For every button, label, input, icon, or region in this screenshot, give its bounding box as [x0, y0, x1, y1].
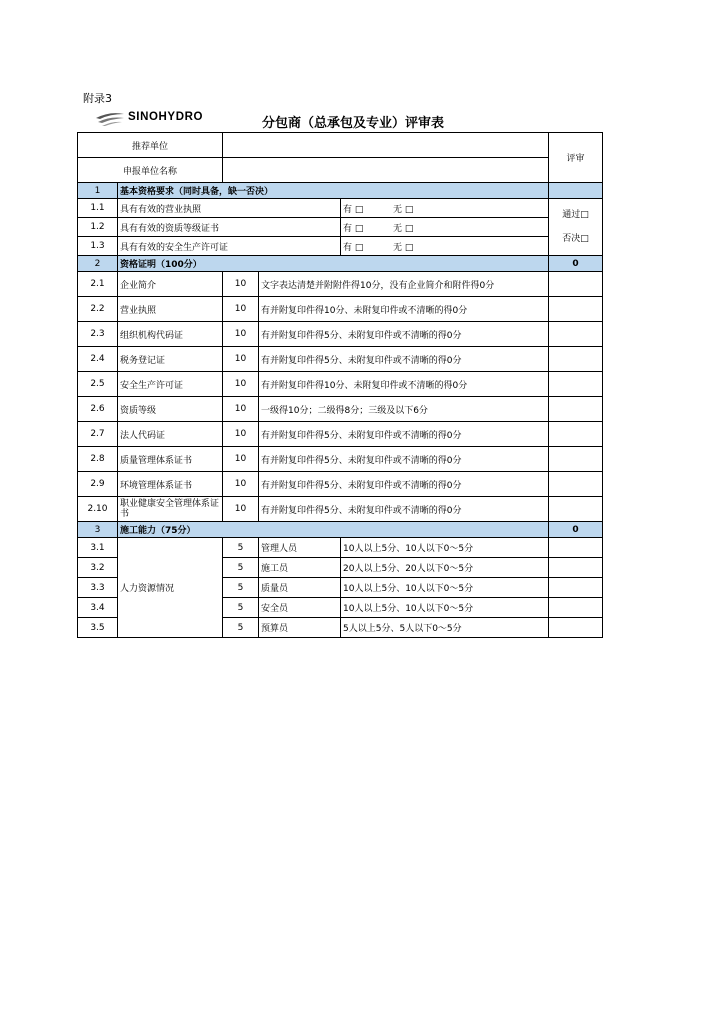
reject-checkbox[interactable]: 否决□	[562, 234, 589, 244]
item-number: 2.10	[78, 497, 118, 522]
item-number: 2.6	[78, 397, 118, 422]
company-logo	[94, 110, 244, 130]
item-role: 安全员	[259, 598, 341, 618]
item-points: 10	[223, 472, 259, 497]
item-number: 3.3	[78, 578, 118, 598]
item-points: 10	[223, 397, 259, 422]
item-number: 2.2	[78, 297, 118, 322]
item-rule: 有并附复印件得5分、未附复印件或不清晰的得0分	[259, 497, 549, 522]
item-label: 安全生产许可证	[118, 372, 223, 397]
item-points: 10	[223, 297, 259, 322]
section-title: 资格证明（100分）	[118, 256, 549, 272]
item-label: 环境管理体系证书	[118, 472, 223, 497]
item-number: 1.1	[78, 199, 118, 218]
applicant-name-field[interactable]	[223, 158, 549, 183]
section-score	[549, 183, 603, 199]
item-number: 3.1	[78, 538, 118, 558]
item-label: 营业执照	[118, 297, 223, 322]
recommend-unit-label: 推荐单位	[78, 133, 223, 158]
item-rule: 有并附复印件得5分、未附复印件或不清晰的得0分	[259, 322, 549, 347]
item-role: 管理人员	[259, 538, 341, 558]
review-score-field[interactable]	[549, 578, 603, 598]
item-label: 组织机构代码证	[118, 322, 223, 347]
item-label: 具有有效的资质等级证书	[118, 218, 341, 237]
yes-checkbox[interactable]: 有 □	[343, 204, 364, 215]
item-points: 10	[223, 347, 259, 372]
item-number: 1.3	[78, 237, 118, 256]
item-points: 10	[223, 447, 259, 472]
item-rule: 有并附复印件得10分、未附复印件或不清晰的得0分	[259, 372, 549, 397]
item-points: 5	[223, 538, 259, 558]
item-number: 3.4	[78, 598, 118, 618]
item-role: 质量员	[259, 578, 341, 598]
item-points: 10	[223, 272, 259, 297]
item-number: 3.2	[78, 558, 118, 578]
yes-no-choice[interactable]	[341, 199, 549, 218]
item-number: 2.9	[78, 472, 118, 497]
item-label: 法人代码证	[118, 422, 223, 447]
item-points: 5	[223, 578, 259, 598]
review-header: 评审	[549, 133, 603, 183]
review-score-field[interactable]	[549, 297, 603, 322]
section-title: 施工能力（75分）	[118, 522, 549, 538]
pass-reject-cell	[549, 199, 603, 256]
yes-no-choice[interactable]	[341, 218, 549, 237]
item-label: 质量管理体系证书	[118, 447, 223, 472]
review-score-field[interactable]	[549, 618, 603, 638]
applicant-name-label: 申报单位名称	[78, 158, 223, 183]
evaluation-table	[77, 132, 603, 638]
item-rule: 有并附复印件得5分、未附复印件或不清晰的得0分	[259, 422, 549, 447]
logo-swoosh-icon	[94, 110, 126, 128]
section-number: 3	[78, 522, 118, 538]
item-points: 10	[223, 422, 259, 447]
item-rule: 有并附复印件得5分、未附复印件或不清晰的得0分	[259, 347, 549, 372]
item-number: 1.2	[78, 218, 118, 237]
item-label: 企业简介	[118, 272, 223, 297]
item-label: 职业健康安全管理体系证书	[118, 497, 223, 522]
item-number: 2.8	[78, 447, 118, 472]
yes-checkbox[interactable]: 有 □	[343, 223, 364, 234]
review-score-field[interactable]	[549, 397, 603, 422]
item-number: 2.4	[78, 347, 118, 372]
item-rule: 10人以上5分、10人以下0～5分	[341, 578, 549, 598]
yes-checkbox[interactable]: 有 □	[343, 242, 364, 253]
review-score-field[interactable]	[549, 322, 603, 347]
review-score-field[interactable]	[549, 558, 603, 578]
logo-text: SINOHYDRO	[128, 111, 204, 123]
item-rule: 有并附复印件得5分、未附复印件或不清晰的得0分	[259, 472, 549, 497]
section-title: 基本资格要求（同时具备，缺一否决）	[118, 183, 549, 199]
item-number: 2.7	[78, 422, 118, 447]
item-label: 税务登记证	[118, 347, 223, 372]
section-number: 1	[78, 183, 118, 199]
item-rule: 有并附复印件得5分、未附复印件或不清晰的得0分	[259, 447, 549, 472]
item-rule: 10人以上5分、10人以下0～5分	[341, 598, 549, 618]
section-score: 0	[549, 256, 603, 272]
item-points: 10	[223, 322, 259, 347]
no-checkbox[interactable]: 无 □	[393, 223, 414, 234]
item-rule: 10人以上5分、10人以下0～5分	[341, 538, 549, 558]
item-points: 10	[223, 497, 259, 522]
item-number: 2.5	[78, 372, 118, 397]
no-checkbox[interactable]: 无 □	[393, 242, 414, 253]
item-rule: 5人以上5分、5人以下0～5分	[341, 618, 549, 638]
item-points: 5	[223, 558, 259, 578]
item-number: 2.3	[78, 322, 118, 347]
review-score-field[interactable]	[549, 538, 603, 558]
item-role: 施工员	[259, 558, 341, 578]
recommend-unit-field[interactable]	[223, 133, 549, 158]
review-score-field[interactable]	[549, 447, 603, 472]
item-number: 2.1	[78, 272, 118, 297]
yes-no-choice[interactable]	[341, 237, 549, 256]
item-rule: 20人以上5分、20人以下0～5分	[341, 558, 549, 578]
item-rule: 一级得10分；二级得8分；三级及以下6分	[259, 397, 549, 422]
section-number: 2	[78, 256, 118, 272]
review-score-field[interactable]	[549, 472, 603, 497]
item-label: 具有有效的营业执照	[118, 199, 341, 218]
appendix-label: 附录3	[83, 92, 112, 105]
review-score-field[interactable]	[549, 422, 603, 447]
document-title: 分包商（总承包及专业）评审表	[262, 116, 445, 131]
item-points: 10	[223, 372, 259, 397]
review-score-field[interactable]	[549, 272, 603, 297]
no-checkbox[interactable]: 无 □	[393, 204, 414, 215]
review-score-field[interactable]	[549, 497, 603, 522]
item-points: 5	[223, 618, 259, 638]
review-score-field[interactable]	[549, 598, 603, 618]
item-rule: 有并附复印件得10分、未附复印件或不清晰的得0分	[259, 297, 549, 322]
review-score-field[interactable]	[549, 347, 603, 372]
item-label: 具有有效的安全生产许可证	[118, 237, 341, 256]
item-role: 预算员	[259, 618, 341, 638]
item-points: 5	[223, 598, 259, 618]
item-number: 3.5	[78, 618, 118, 638]
review-score-field[interactable]	[549, 372, 603, 397]
group-label: 人力资源情况	[118, 538, 223, 638]
item-label: 资质等级	[118, 397, 223, 422]
section-score: 0	[549, 522, 603, 538]
item-rule: 文字表达清楚并附附件得10分，没有企业简介和附件得0分	[259, 272, 549, 297]
pass-checkbox[interactable]: 通过□	[562, 210, 589, 220]
